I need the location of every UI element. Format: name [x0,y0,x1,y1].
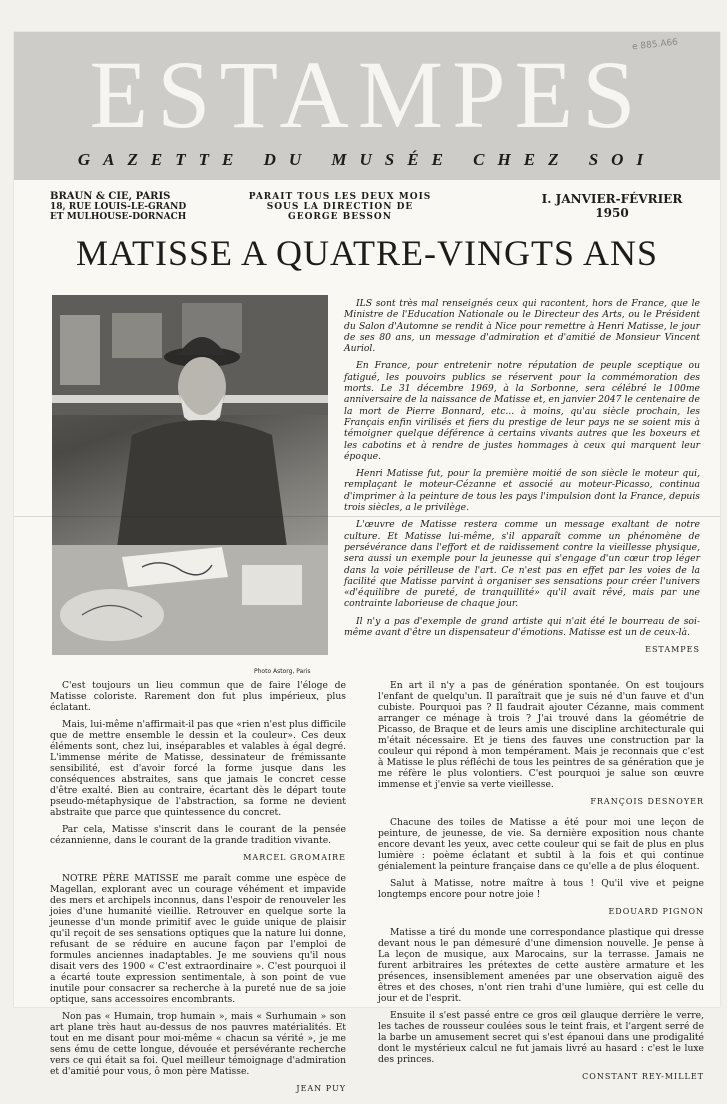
frequency-line: PARAIT TOUS LES DEUX MOIS [248,192,432,202]
publisher-address: 18, RUE LOUIS-LE-GRAND [50,202,187,212]
author-signature: CONSTANT REY-MILLET [582,1072,704,1081]
article-paragraph: C'est toujours un lieu commun que de faire l'éloge de Matisse coloriste. Rarement don fut plus impérieux, plus éclatant. [50,680,346,713]
article-paragraph: Par cela, Matisse s'inscrit dans le courant de la pensée cézannienne, dans le courant de la grande tradition vivante. [50,824,346,846]
article-paragraph: Chacune des toiles de Matisse a été pour moi une leçon de peinture, de jeunesse, de vie. Sa dernière exposition nous chante encore devant les yeux, avec cette couleur qui se fait de plus en plus lumière : poème éclatant et subtil à la fois et qui continue génialement la peinture française dans ce qu'elle a de plus éloquent. [378,817,704,872]
masthead [14,32,720,180]
article-paragraph: Non pas « Humain, trop humain », mais « Surhumain » son art plane très haut au-dessus de nos pauvres matérialités. Et tout en me disant pour moi-même « chacun sa vérité », je me sens ému de cette longue, dévouée et persévérante recherche vers ce qui était sa foi. Quel meilleur témoignage d'admiration et d'amitié pour vous, ô mon père Matisse. [50,1011,346,1077]
intro-article [344,298,700,666]
issue-number: I. JANVIER-FÉVRIER [541,192,683,206]
publisher-name: BRAUN & CIE, PARIS [50,191,171,202]
publisher-city: ET MULHOUSE-DORNACH [50,212,187,222]
photo-illustration [52,295,328,655]
headline: MATISSE A QUATRE-VINGTS ANS [75,233,659,273]
author-signature: JEAN PUY [296,1084,346,1093]
intro-paragraph: Henri Matisse fut, pour la première moitié de son siècle le moteur qui, remplaçant le moteur-Cézanne et associé au moteur-Picasso, continua d'imprimer à la peinture de tous les pays l'impulsion dont la France, depuis trois siècles, a le privilège. [344,468,700,514]
intro-paragraph: Il n'y a pas d'exemple de grand artiste qui n'ait été le bourreau de soi-même avant d'être un dispensateur d'émotions. Matisse est un de ceux-là. [344,615,700,639]
intro-paragraph: L'œuvre de Matisse restera comme un message exaltant de notre culture. Et Matisse lui-même, s'il apparaît comme un phénomène de persévérance dans l'effort et de raidissement contre la vieillesse physique, sera aussi un exemple pour la jeunesse qui s'engage d'un cœur trop léger dans la voie périlleuse de l'art. Ce n'est pas en effet par les voies de la facilité que Matisse parvint à organiser ses sensations pour créer l'univers «d'équilibre de pureté, de tranquillité» qu'il avait rêvé, mais par une contrainte laborieuse de chaque jour. [344,519,700,610]
article-paragraph: Matisse a tiré du monde une correspondance plastique qui dresse devant nous le pan démesuré d'une dimension nouvelle. Je pense à La leçon de musique, aux Marocains, sur la terrasse. Jamais ne furent arbitraires les prétextes de cette austère armature et les présences, insensiblement amenées par une observation aiguë des êtres et des choses, n'ont rien trahi d'une lumière, qui est celle du jour et de l'esprit. [378,927,704,1004]
article-paragraph: NOTRE PÈRE MATISSE me paraît comme une espèce de Magellan, explorant avec un courage véhément et impavide des mers et archipels inconnus, dans l'espoir de renouveler les joies d'une humanité vieillie. Retrouver en quelque sorte la jeunesse d'un monde primitif avec le guide unique de plaisir qu'il reçoit de ses sensations optiques que la nature lui donne, refusant de se réduire en aucune façon par l'emploi de formules anciennes inadaptables. Je me souviens qu'il nous disait vers des 1900 « C'est extraordinaire ». C'est pourquoi il a écarté toute expression sentimentale, à son point de vue inutile pour consacrer sa recherche à la pureté nue de sa joie optique, sans accessoires encombrants. [50,873,346,1005]
intro-signature: ESTAMPES [645,645,700,655]
article-paragraph: Ensuite il s'est passé entre ce gros œil glauque derrière le verre, les taches de rousseur coulées sous le teint frais, et l'argent serré de la barbe un amusement secret qui s'est épanoui dans une prodigalité dont le mystérieux calcul ne fut jamais livré au hasard : c'est le luxe des princes. [378,1010,704,1065]
author-signature: FRANÇOIS DESNOYER [590,797,704,806]
article-paragraph: Salut à Matisse, notre maître à tous ! Qu'il vive et peigne longtemps encore pour notre joie ! [378,878,704,900]
issue-block [532,192,692,220]
article-paragraph: En art il n'y a pas de génération spontanée. On est toujours l'enfant de quelqu'un. Il paraîtrait que je suis né d'un fauve et d'un cubiste. Pourquoi pas ? Il faudrait ajouter Cézanne, mais comment arranger ce ménage à trois ? J'ai trouvé dans la géométrie de Picasso, de Braque et de leurs amis une discipline architecturale qui m'était nécessaire. Et je tiens des fauves une construction par la couleur qui répond à mon tempérament. Mais je reconnais que c'est à Matisse le plus réfléchi de tous les peintres de sa génération que je me réfère le plus volontiers. C'est pourquoi je salue son œuvre immense et j'envie sa verte vieillesse. [378,680,704,790]
issue-year: 1950 [595,206,629,220]
matisse-photo [52,295,328,655]
newspaper-page [14,32,720,1093]
page-fold [14,516,720,517]
masthead-title: ESTAMPES [89,41,645,148]
author-signature: EDOUARD PIGNON [608,907,704,916]
publisher-block [50,192,220,222]
right-column [378,680,704,1092]
author-signature: MARCEL GROMAIRE [243,853,346,862]
article-paragraph: Mais, lui-même n'affirmait-il pas que «rien n'est plus difficile que de mettre ensemble le dessin et la couleur». Ces deux éléments sont, chez lui, inséparables et valables à égal degré. L'immense mérite de Matisse, dessinateur de frémissante sensibilité, est d'avoir forcé la forme jusque dans les conséquences abstraites, sans que jamais le concret cesse d'être exalté. Bien au contraire, écartant dès le départ toute pseudo-métaphysique de l'abstraction, sa forme ne devient abstraite que parce que quintessence du concret. [50,719,346,818]
director-line: SOUS LA DIRECTION DE GEORGE BESSON [266,202,414,222]
masthead-subtitle: GAZETTE DU MUSÉE CHEZ SOI [77,150,657,169]
left-column [50,680,346,1104]
intro-paragraph: En France, pour entretenir notre réputation de peuple sceptique ou fatigué, les pouvoirs publics se réservent pour la commémoration des morts. Le 31 décembre 1969, à la Sorbonne, sera célébré le 100me anniversaire de la naissance de Matisse et, en janvier 2047 le centenaire de la mort de Pierre Bonnard, etc... à moins, qu'au siècle prochain, les Français enfin virilisés et fiers du prestige de leur pays ne se soient mis à témoigner quelque déférence à certains vivants autres que les boxeurs et les cabotins et à rendre de justes hommages à ceux qui marquent leur époque. [344,360,700,462]
publication-info [240,192,440,222]
intro-paragraph: ILS sont très mal renseignés ceux qui racontent, hors de France, que le Ministre de l'Education Nationale ou le Directeur des Arts, ou le Président du Salon d'Automne se rendit à Nice pour remettre à Henri Matisse, le jour de ses 80 ans, un message d'admiration et d'amitié de Monsieur Vincent Auriol. [344,298,700,355]
pencil-note: e 885.A66 [631,37,679,53]
photo-credit: Photo Astorg, Paris [254,668,311,675]
